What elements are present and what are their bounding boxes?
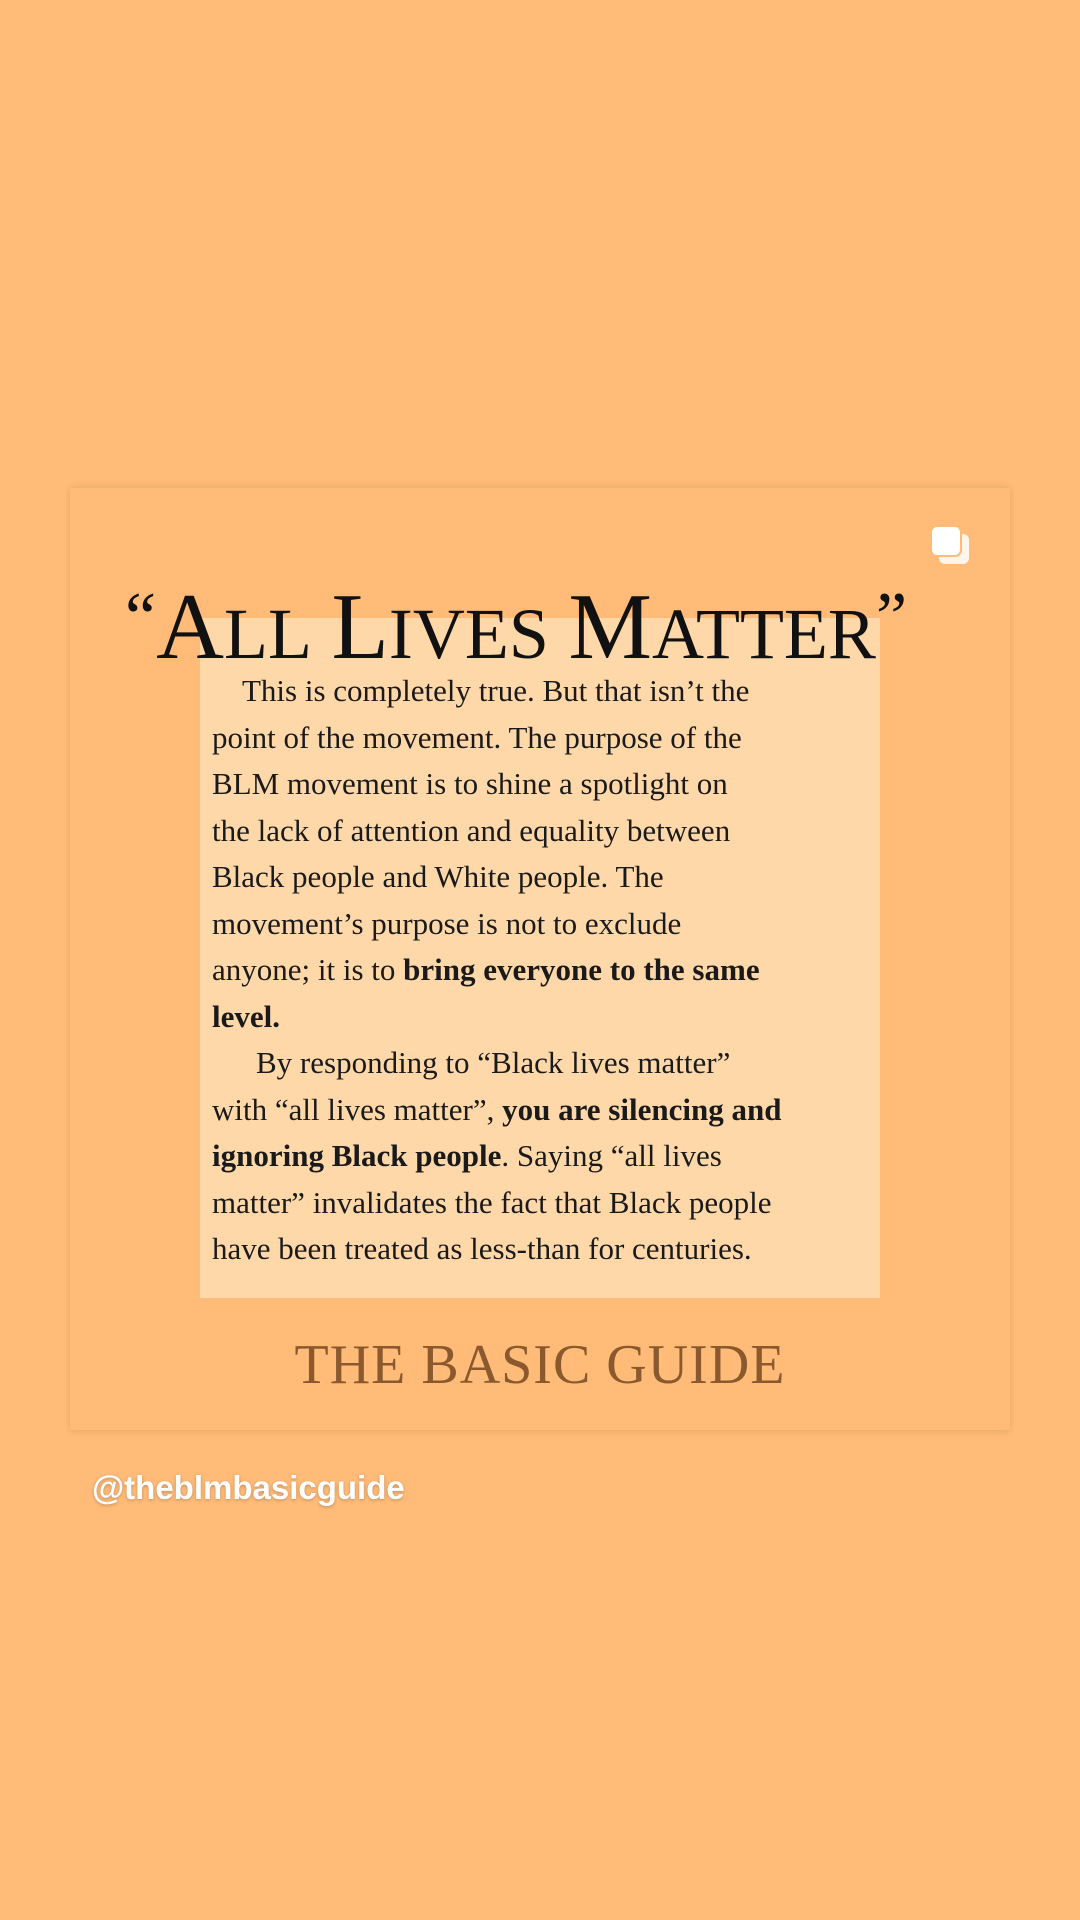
text-line: ignoring Black people. Saying “all lives	[212, 1138, 722, 1173]
text-line: matter” invalidates the fact that Black people	[212, 1184, 772, 1220]
post-card[interactable]	[70, 488, 1010, 1430]
text-line: movement’s purpose is not to exclude	[212, 905, 682, 941]
post-title: “ALL LIVES MATTER”	[125, 575, 908, 679]
text-line: By responding to “Black lives matter”	[256, 1045, 731, 1080]
text-line: This is completely true. But that isn’t the	[242, 673, 750, 708]
text-line: point of the movement. The purpose of the	[212, 719, 742, 755]
text-line: with “all lives matter”, you are silencing and	[212, 1091, 782, 1127]
text-line: have been treated as less-than for centuries.	[212, 1231, 752, 1266]
text-line: BLM movement is to shine a spotlight on	[212, 766, 728, 801]
text-line: anyone; it is to bring everyone to the same	[212, 952, 760, 987]
text-line: level.	[212, 998, 280, 1034]
text-line: the lack of attention and equality between	[212, 812, 731, 848]
carousel-icon	[929, 524, 971, 566]
footer-title: THE BASIC GUIDE	[294, 1334, 786, 1396]
body-text	[212, 668, 912, 1273]
mention-sticker[interactable]: @theblmbasicguide	[92, 1469, 405, 1506]
text-line: Black people and White people. The	[212, 859, 664, 894]
